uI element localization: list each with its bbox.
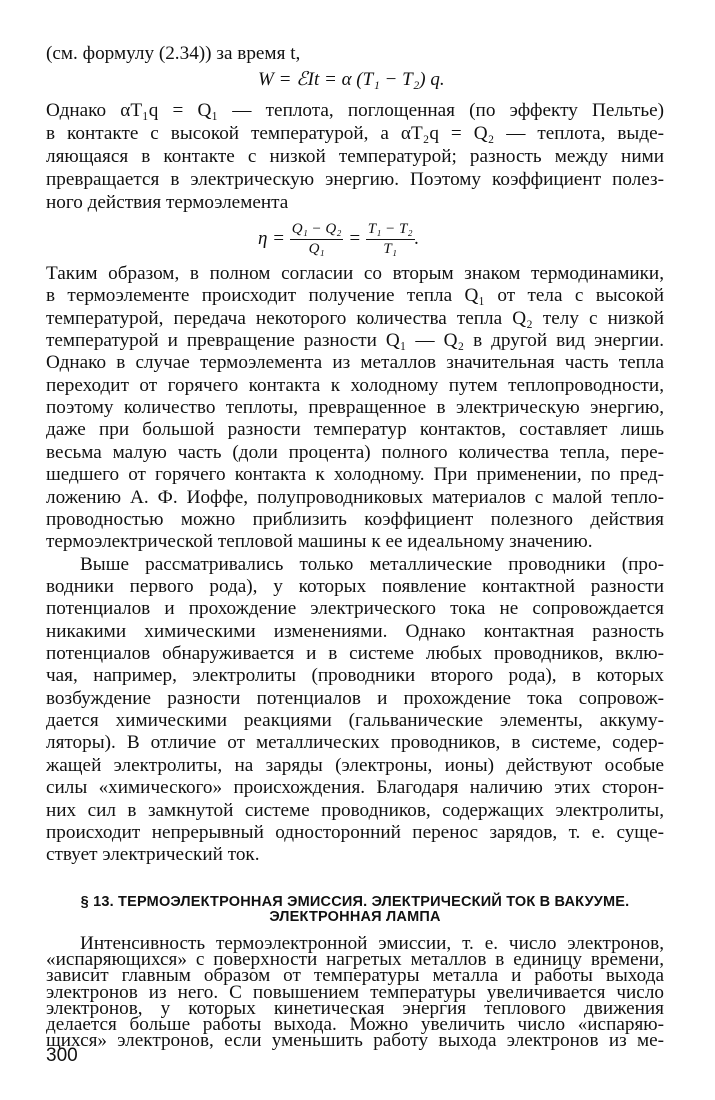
text-line: Однако в случае термоэлемента из металлов значительная часть тепла: [46, 352, 664, 373]
fraction-temperature: [366, 220, 415, 259]
section-heading: § 13. ТЕРМОЭЛЕКТРОННАЯ ЭМИССИЯ. ЭЛЕКТРИЧЕСКИЙ ТОК В ВАКУУМЕ.: [80, 894, 630, 910]
text-line: происходит непрерывный односторонний перенос зарядов, т. е. суще-: [46, 822, 664, 843]
text-line: потенциалов и прохождение электрического тока не сопровождается: [46, 598, 664, 619]
text-line: Выше рассматривались только металлические проводники (про-: [80, 554, 664, 575]
formula-period: .: [414, 227, 420, 249]
text-line: ляторы). В отличие от металлических проводников, в системе, содер-: [46, 732, 664, 753]
text-line: превращается в электрическую энергию. Поэтому коэффициент полез-: [46, 169, 664, 190]
fraction-numerator: T₁ − T₂: [366, 220, 415, 240]
efficiency-lhs: η =: [258, 227, 285, 249]
text-line: температурой, передача некоторого количества тепла Q₂ телу с низкой: [46, 308, 664, 329]
text-line: чая, например, электролиты (проводники второго рода), в которых: [46, 665, 664, 686]
text-line: в термоэлементе происходит получение тепла Q₁ от тела с высокой: [46, 285, 664, 306]
text-line: (см. формулу (2.34)) за время t,: [46, 43, 301, 64]
fraction-denominator: T₁: [383, 241, 397, 257]
text-line: Таким образом, в полном согласии со вторым знаком термодинамики,: [46, 263, 664, 284]
text-line: жащей электролиты, на заряды (электроны, ионы) действуют особые: [46, 755, 664, 776]
text-line: даже при большой разности температур контактов, составляет лишь: [46, 419, 664, 440]
text-line: дается химическими реакциями (гальванические элементы, аккуму-: [46, 710, 664, 731]
text-line: ложению А. Ф. Иоффе, полупроводниковых материалов с малой тепло-: [46, 487, 664, 508]
text-line: щихся» электронов, если уменьшить работу выхода электронов из ме-: [46, 1030, 664, 1051]
text-line: в контакте с высокой температурой, а αT₂q = Q₂ — теплота, выде-: [46, 123, 664, 144]
text-line: ного действия термоэлемента: [46, 192, 289, 213]
text-line: потенциалов обнаруживается и в системе любых проводников, вклю-: [46, 643, 664, 664]
fraction-heat: [290, 220, 344, 259]
text-line: водники первого рода), у которых появление контактной разности: [46, 576, 664, 597]
text-line: Интенсивность термоэлектронной эмиссии, т. е. число электронов,: [80, 933, 664, 954]
text-line: зависит главным образом от температуры металла и работы выхода: [46, 965, 664, 986]
formula-efficiency: [258, 220, 419, 259]
text-line: электронов из него. С повышением температуры увеличивается число: [46, 982, 664, 1003]
text-line: делается больше работы выхода. Можно увеличить число «испаряю-: [46, 1014, 664, 1035]
text-line: весьма малую часть (доли процента) полного количества тепла, пере-: [46, 442, 664, 463]
text-line: ствует электрический ток.: [46, 844, 260, 865]
text-line: возбуждение разности потенциалов и прохождение тока сопровож-: [46, 688, 664, 709]
text-line: никакими химическими изменениями. Однако контактная разность: [46, 621, 664, 642]
text-line: температурой и превращение разности Q₁ — Q₂ в другой вид энергии.: [46, 330, 664, 351]
text-line: шедшего от горячего контакта к холодному. При применении, по пред-: [46, 464, 664, 485]
text-line: термоэлектрической тепловой машины к ее идеальному значению.: [46, 531, 593, 552]
text-line: силы «химического» происхождения. Благодаря наличию этих сторон-: [46, 777, 664, 798]
equals-sign: =: [348, 227, 362, 249]
page-number: 300: [46, 1045, 78, 1066]
text-line: поэтому количество теплоты, превращенное в электрическую энергию,: [46, 397, 664, 418]
text-line: Однако αT₁q = Q₁ — теплота, поглощенная (по эффекту Пельтье): [46, 100, 664, 121]
text-line: проводностью можно приблизить коэффициент полезного действия: [46, 509, 664, 530]
formula-work: W = ℰIt = α (T₁ − T₂) q.: [258, 69, 445, 90]
text-line: них сил в замкнутой системе проводников, содержащих электролиты,: [46, 800, 664, 821]
text-line: переходит от горячего контакта к холодному путем теплопроводности,: [46, 375, 664, 396]
text-line: ляющаяся в контакте с низкой температурой; разность между ними: [46, 146, 664, 167]
section-heading: ЭЛЕКТРОННАЯ ЛАМПА: [269, 909, 441, 925]
text-line: «испаряющихся» с поверхности нагретых металлов в единицу времени,: [46, 949, 664, 970]
fraction-numerator: Q₁ − Q₂: [290, 220, 344, 240]
text-line: электронов, у которых кинетическая энергия теплового движения: [46, 998, 664, 1019]
fraction-denominator: Q₁: [308, 241, 325, 257]
